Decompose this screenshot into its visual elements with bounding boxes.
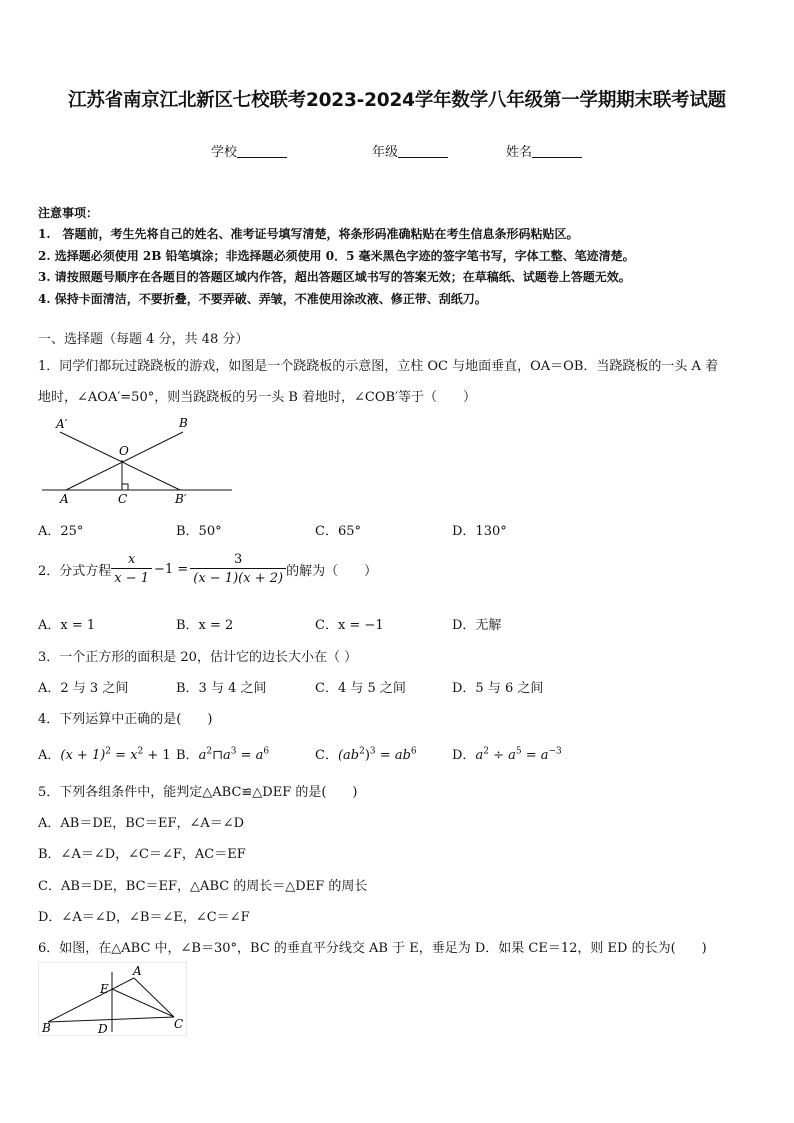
side-ac xyxy=(134,978,174,1017)
label-a: A xyxy=(133,964,142,978)
q4-c-exp: 2 xyxy=(359,746,365,757)
label-b: B xyxy=(179,416,188,430)
q2-option-c[interactable]: C．x = −1 xyxy=(315,618,384,633)
q2-frac1-numerator: x xyxy=(127,552,136,567)
q3-option-a[interactable]: A．2 与 3 之间 xyxy=(38,681,129,696)
q4-b-label: B． xyxy=(176,748,199,763)
board-a-b xyxy=(66,432,183,490)
label-a-prime: A′ xyxy=(56,417,68,431)
side-bc xyxy=(48,1017,174,1022)
q2-prefix: 2．分式方程 xyxy=(38,563,112,579)
section-heading: 一、选择题（每题 4 分，共 48 分） xyxy=(38,332,249,347)
q4-d-exp: 2 xyxy=(483,746,489,757)
name-field[interactable] xyxy=(506,141,582,160)
page-title: 江苏省南京江北新区七校联考2023-2024学年数学八年级第一学期期末联考试题 xyxy=(68,90,726,111)
q2-option-b[interactable]: B．x = 2 xyxy=(176,618,234,633)
name-label: 姓名 xyxy=(506,145,533,160)
q4-d-exp3: −3 xyxy=(548,746,562,757)
q2-frac2-numerator: 3 xyxy=(234,552,243,567)
side-ba xyxy=(48,978,134,1022)
q4-c-label: C． xyxy=(315,748,338,763)
school-blank[interactable] xyxy=(237,143,287,158)
grade-label: 年级 xyxy=(372,145,399,160)
q4-option-c[interactable] xyxy=(315,744,417,763)
q4-c-exp2: 3 xyxy=(369,746,376,757)
q4-b-exp: 2 xyxy=(206,746,213,757)
q1-option-a[interactable]: A．25° xyxy=(38,524,84,539)
q4-a-exp2: 2 xyxy=(137,746,144,757)
q5-option-b[interactable]: B．∠A＝∠D，∠C＝∠F，AC＝EF xyxy=(38,847,246,862)
q2-fraction-right xyxy=(190,552,286,586)
name-blank[interactable] xyxy=(532,143,582,158)
q4-c-exp3: 6 xyxy=(410,746,417,757)
grade-blank[interactable] xyxy=(398,143,448,158)
q5-option-c[interactable]: C．AB＝DE，BC＝EF，△ABC 的周长＝△DEF 的周长 xyxy=(38,879,368,894)
label-c: C xyxy=(118,492,128,506)
q1-stem-line2: 地时，∠AOA′=50°，则当跷跷板的另一头 B 着地时，∠COB′等于（ ） xyxy=(38,390,477,405)
label-d: D xyxy=(98,1022,108,1036)
q3-option-d[interactable]: D．5 与 6 之间 xyxy=(452,681,544,696)
q2-frac1-denominator: x − 1 xyxy=(111,568,152,586)
school-field[interactable] xyxy=(211,141,287,160)
q4-d-exp2: 5 xyxy=(515,746,522,757)
note-item: 4. 保持卡面清洁，不要折叠，不要弄破、弄皱，不准使用涂改液、修正带、刮纸刀。 xyxy=(38,292,487,306)
q4-stem: 4．下列运算中正确的是( ) xyxy=(38,712,213,727)
q1-seesaw-figure xyxy=(38,414,238,508)
q4-c-eq: = ab xyxy=(375,748,411,763)
label-b: B xyxy=(42,1021,51,1035)
q4-b-base: a xyxy=(198,748,207,763)
notes-heading: 注意事项： xyxy=(38,206,99,220)
note-item: 2. 选择题必须使用 2B 铅笔填涂；非选择题必须使用 0．5 毫米黑色字迹的签字笔书写，字体工整、笔迹清楚。 xyxy=(38,249,635,263)
q6-stem: 6．如图，在△ABC 中，∠B＝30°，BC 的垂直平分线交 AB 于 E，垂足为 D．如果 CE＝12，则 ED 的长为( ) xyxy=(38,941,707,956)
q1-option-c[interactable]: C．65° xyxy=(315,524,361,539)
q2-middle: −1 = xyxy=(154,561,189,577)
q3-option-c[interactable]: C．4 与 5 之间 xyxy=(315,681,406,696)
q4-option-a[interactable] xyxy=(38,744,171,763)
label-o: O xyxy=(119,444,129,458)
q4-a-rest: = x xyxy=(111,748,138,763)
q4-option-b[interactable] xyxy=(176,744,269,763)
q2-stem xyxy=(38,552,377,586)
q4-d-eq: = a xyxy=(521,748,549,763)
right-angle-mark xyxy=(122,484,128,490)
q5-stem: 5．下列各组条件中，能判定△ABC≌△DEF 的是( ) xyxy=(38,785,358,800)
label-b-prime: B′ xyxy=(175,492,187,506)
q1-option-d[interactable]: D．130° xyxy=(452,524,507,539)
q4-b-exp3: 6 xyxy=(263,746,270,757)
q4-c-close: ) xyxy=(364,748,370,763)
q4-b-exp2: 3 xyxy=(230,746,237,757)
q2-option-d[interactable]: D．无解 xyxy=(452,618,502,633)
q6-triangle-figure xyxy=(38,962,190,1038)
q4-d-label: D． xyxy=(452,748,476,763)
label-e: E xyxy=(100,982,109,996)
q1-option-b[interactable]: B．50° xyxy=(176,524,222,539)
q4-b-mid: ⊓a xyxy=(212,748,231,763)
q4-d-mid: ÷ a xyxy=(488,748,516,763)
q4-a-base: (x + 1) xyxy=(60,748,106,763)
q3-option-b[interactable]: B．3 与 4 之间 xyxy=(176,681,267,696)
q2-option-a[interactable]: A．x = 1 xyxy=(38,618,96,633)
segment-ec xyxy=(112,989,174,1017)
label-c: C xyxy=(174,1017,184,1031)
label-a: A xyxy=(60,492,69,506)
school-label: 学校 xyxy=(211,145,238,160)
q5-option-d[interactable]: D．∠A＝∠D，∠B＝∠E，∠C＝∠F xyxy=(38,910,250,925)
q4-a-tail: + 1 xyxy=(143,748,171,763)
q2-fraction-left xyxy=(111,552,152,586)
q4-b-eq: = a xyxy=(236,748,264,763)
q4-option-d[interactable] xyxy=(452,744,562,763)
q4-a-exp: 2 xyxy=(105,746,112,757)
q4-c-base: (ab xyxy=(337,748,360,763)
q4-a-label: A． xyxy=(38,748,61,763)
q2-suffix: 的解为（ ） xyxy=(286,563,378,579)
board-a1-b1 xyxy=(60,432,180,490)
q1-stem-line1: 1．同学们都玩过跷跷板的游戏，如图是一个跷跷板的示意图，立柱 OC 与地面垂直，OA＝OB．当跷跷板的一头 A 着 xyxy=(38,359,719,374)
note-item: 3. 请按照题号顺序在各题目的答题区域内作答，超出答题区域书写的答案无效；在草稿纸、试题卷上答题无效。 xyxy=(38,270,631,284)
q3-stem: 3．一个正方形的面积是 20，估计它的边长大小在（ ） xyxy=(38,650,358,665)
grade-field[interactable] xyxy=(372,141,448,160)
q5-option-a[interactable]: A．AB＝DE，BC＝EF，∠A＝∠D xyxy=(38,816,245,831)
q2-frac2-denominator: (x − 1)(x + 2) xyxy=(190,568,286,586)
q4-d-base: a xyxy=(475,748,484,763)
note-item: 1. 答题前，考生先将自己的姓名、准考证号填写清楚，将条形码准确粘贴在考生信息条形码粘贴区。 xyxy=(38,227,579,241)
